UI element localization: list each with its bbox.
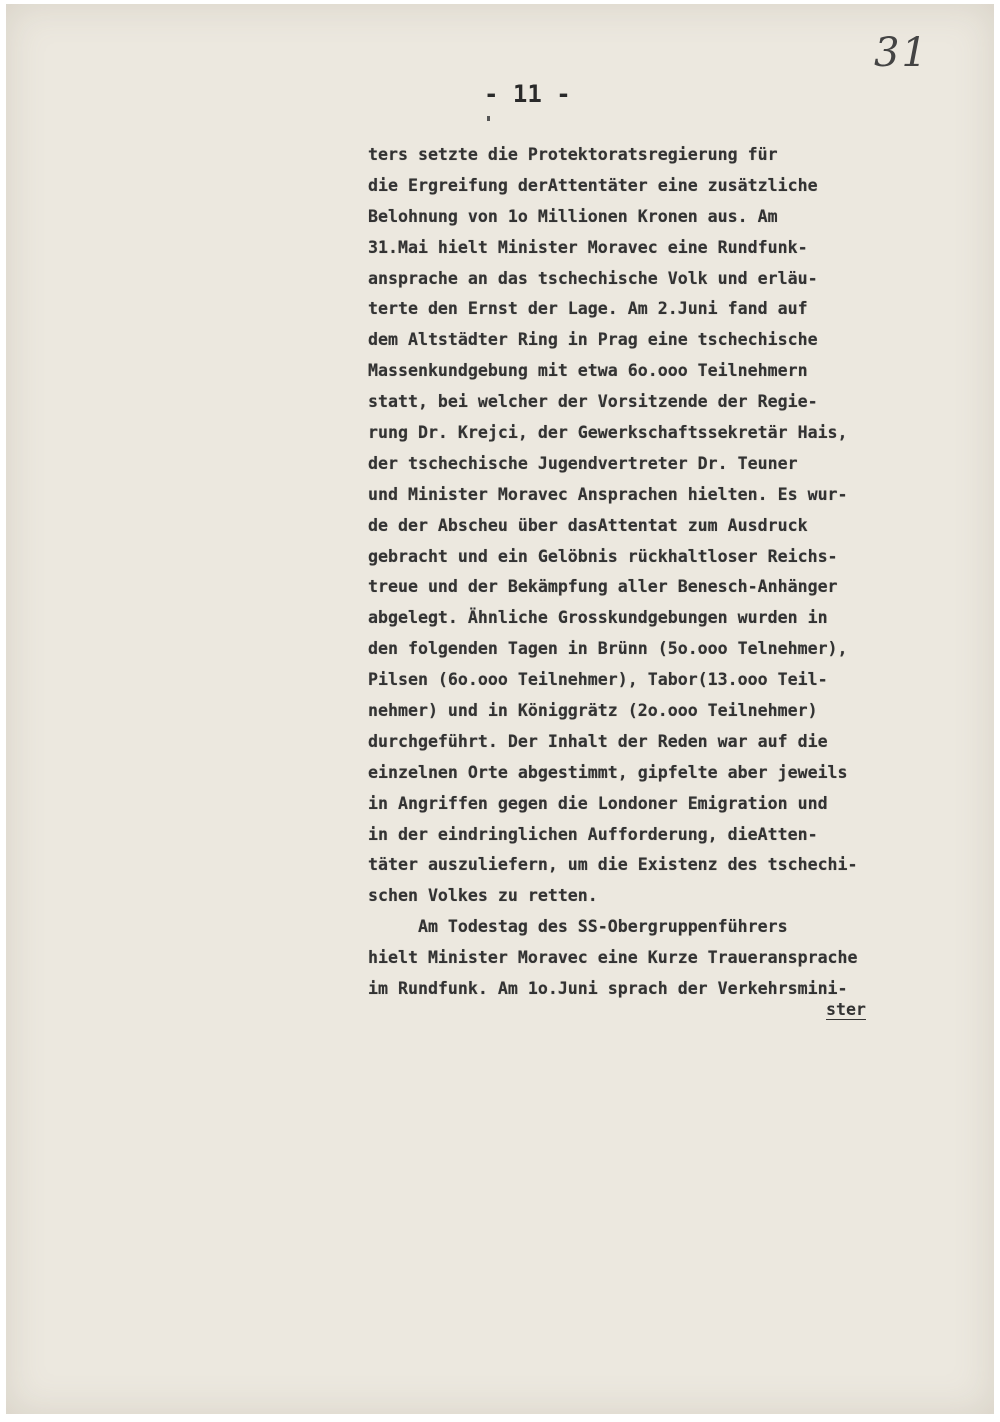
ink-speck [487, 116, 490, 121]
text-line: ansprache an das tschechische Volk und erläu- [368, 268, 818, 288]
text-line: den folgenden Tagen in Brünn (5o.ooo Telnehmer), [368, 639, 848, 659]
text-line: dem Altstädter Ring in Prag eine tschechische [368, 330, 818, 350]
text-line: der tschechische Jugendvertreter Dr. Teuner [368, 453, 798, 473]
text-line: schen Volkes zu retten. [368, 886, 598, 906]
text-line: treue und der Bekämpfung aller Benesch-Anhänger [368, 577, 838, 597]
text-line: im Rundfunk. Am 1o.Juni sprach der Verkehrsmini- [368, 979, 848, 999]
text-line: terte den Ernst der Lage. Am 2.Juni fand auf [368, 299, 808, 319]
page-number: - 11 - [484, 80, 571, 108]
text-line: statt, bei welcher der Vorsitzende der Regie- [368, 392, 818, 412]
text-line: einzelnen Orte abgestimmt, gipfelte aber jeweils [368, 762, 848, 782]
text-line: Massenkundgebung mit etwa 6o.ooo Teilnehmern [368, 361, 808, 381]
text-line: ters setzte die Protektoratsregierung für [368, 145, 778, 164]
body-text [368, 140, 858, 1005]
text-line: de der Abscheu über dasAttentat zum Ausdruck [368, 515, 808, 535]
text-line: in Angriffen gegen die Londoner Emigration und [368, 793, 828, 813]
text-line: durchgeführt. Der Inhalt der Reden war auf die [368, 731, 828, 751]
text-line: die Ergreifung derAttentäter eine zusätzliche [368, 175, 818, 195]
text-line: und Minister Moravec Ansprachen hielten. Es wur- [368, 484, 848, 504]
text-line: in der eindringlichen Aufforderung, dieAtten- [368, 824, 818, 844]
text-line: hielt Minister Moravec eine Kurze Traueransprache [368, 948, 858, 968]
text-line: Am Todestag des SS-Obergruppenführers [368, 917, 788, 937]
text-line: Belohnung von 1o Millionen Kronen aus. Am [368, 206, 778, 226]
document-page [6, 4, 994, 1414]
text-line: Pilsen (6o.ooo Teilnehmer), Tabor(13.ooo Teil- [368, 670, 828, 690]
text-line: täter auszuliefern, um die Existenz des tschechi- [368, 855, 858, 875]
folio-number: 31 [874, 30, 929, 76]
text-line: rung Dr. Krejci, der Gewerkschaftssekretär Hais, [368, 423, 848, 443]
text-line: gebracht und ein Gelöbnis rückhaltloser Reichs- [368, 546, 838, 566]
text-line: nehmer) und in Königgrätz (2o.ooo Teilnehmer) [368, 701, 818, 721]
catchword: ster [826, 1000, 866, 1019]
text-line: abgelegt. Ähnliche Grosskundgebungen wurden in [368, 608, 828, 628]
text-line: 31.Mai hielt Minister Moravec eine Rundfunk- [368, 237, 808, 257]
